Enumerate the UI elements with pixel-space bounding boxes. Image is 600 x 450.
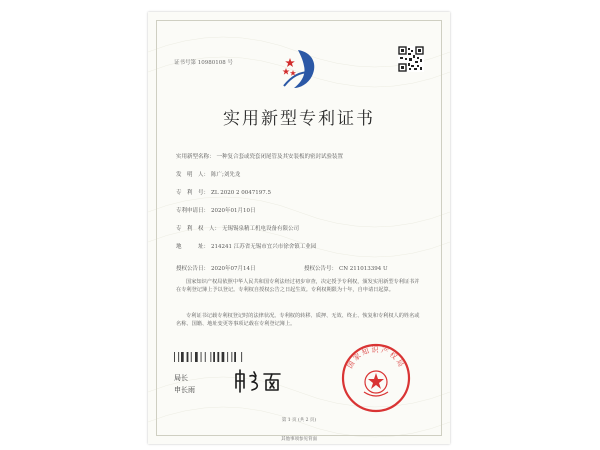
field-label: 专 利 权 人：	[176, 226, 221, 232]
grant-statement	[176, 278, 422, 294]
barcode-icon	[174, 352, 258, 362]
field-utility-model-name	[176, 152, 343, 160]
page-indicator: 第 1 页 (共 2 页)	[281, 418, 317, 423]
legal-paragraph: 专利证书记载专利权登记时的法律状况。专利权的转移、质押、无效、终止、恢复和专利权人的姓名或名称、国籍、地址变更等事项记载在专利登记簿上。	[176, 313, 420, 327]
field-patent-number	[176, 188, 271, 196]
cert-no-label: 证书号第	[174, 60, 197, 66]
field-label: 地 址：	[176, 244, 210, 250]
cert-no-suffix: 号	[227, 60, 234, 66]
field-label: 专 利 号：	[176, 190, 210, 196]
cert-no-value: 10980108	[197, 60, 226, 66]
svg-text:国家知识产权局: 国家知识产权局	[346, 346, 406, 370]
field-label: 授权公告号：	[304, 266, 338, 272]
field-value: 214241 江苏省无锡市宜兴市徐舍镇工业园	[211, 244, 317, 250]
field-value: 2020年07月14日	[211, 266, 256, 272]
grant-paragraph: 国家知识产权局依照中华人民共和国专利法经过初步审查，决定授予专利权，颁发实用新型专利证书并在专利登记簿上予以登记。专利权自授权公告之日起生效。专利权期限为十年，自申请日起算。	[176, 279, 420, 293]
field-label: 实用新型名称：	[176, 154, 215, 160]
field-filing-date	[176, 206, 256, 214]
field-inventor	[176, 170, 240, 178]
field-patentee	[176, 224, 299, 232]
certificate-number	[174, 58, 233, 66]
field-value: CN 211013394 U	[339, 266, 388, 272]
field-label: 专利申请日：	[176, 208, 210, 214]
footer-note: 其他事项参见背面	[281, 437, 317, 442]
official-seal-icon	[340, 342, 412, 414]
field-grant-date	[176, 264, 256, 272]
director-block	[174, 372, 195, 396]
director-title: 局长	[174, 374, 188, 382]
certificate-sheet	[148, 12, 450, 444]
signature-icon	[232, 368, 284, 394]
field-label: 授权公告日：	[176, 266, 210, 272]
director-name: 申长雨	[174, 386, 195, 394]
field-label: 发 明 人：	[176, 172, 210, 178]
field-value: ZL 2020 2 0047197.5	[211, 190, 271, 196]
field-grant-number	[304, 264, 388, 272]
patent-office-logo-icon	[278, 46, 322, 92]
field-address	[176, 242, 316, 250]
legal-status-statement	[176, 312, 422, 328]
qr-code-icon	[398, 46, 424, 72]
field-value: 无锡锡泉精工机电设备有限公司	[222, 226, 300, 232]
field-value: 陈广;刘先龙	[211, 172, 241, 178]
field-value: 一种复合套或瓷套闭尾管及其安装板的密封试验装置	[216, 154, 344, 160]
certificate-title: 实用新型专利证书	[223, 109, 375, 129]
field-value: 2020年01月10日	[211, 208, 256, 214]
